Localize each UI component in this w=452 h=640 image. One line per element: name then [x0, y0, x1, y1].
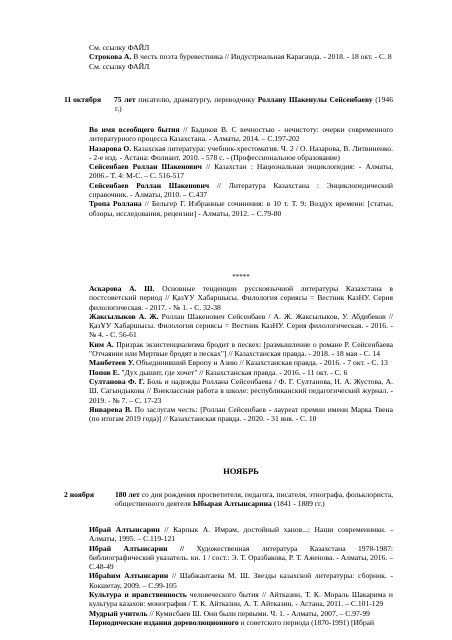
reference-item	[89, 525, 393, 544]
person-years: (1946 г.)	[115, 95, 393, 114]
ref-title: Ибрай Алтынсарин	[89, 525, 160, 534]
ref-details: и советского периода (1870-1991) [Ибрай	[238, 617, 375, 627]
ref-details: // Литература Казахстана : Энциклопедический справочник. - Алматы, 2010. – С.437	[89, 180, 393, 200]
anniversary-heading	[115, 490, 393, 509]
ref-author: Султанова Ф. Г.	[89, 376, 145, 386]
reference-list-1	[89, 125, 393, 218]
ref-details: Казахская литература: учебник-хрестоматия. Ч. 2 / О. Назарова, В. Литвиненко. - 2-е изд. - Астана: Фолиант, 2010. - 578 с. - (Профессиональное образование)	[89, 143, 394, 162]
ref-details: // Бельгер Г. Избранные сочинения: в 10 т. Т. 9: Воздух времени: [статьи, обзоры, исследования, рецензии] - Алматы, 2012. – С.79-80	[89, 199, 393, 218]
ref-author: Жаксылыков А. Ж.	[89, 311, 159, 321]
reference-item	[89, 544, 393, 572]
reference-item	[89, 199, 393, 218]
ref-title: Сейсенбаев Роллан Шакенович	[89, 180, 210, 190]
reference-item	[89, 609, 393, 618]
reference-item	[89, 368, 393, 377]
anniversary-text: писателю, драматургу, переводчику	[135, 95, 258, 104]
ref-details: Роллан Шакенович Сейсенбаев / А. Ж. Жаксылыков, У. Абдибеков // ҚазҰУ Хабаршысы. Филология сериясы = Вестник КазНУ. Серия филологическая. - 2016. - № 4. - С. 56-61	[89, 311, 393, 340]
ref-details: // Шабжантаева М. Ш. Звезды казахской литературы: сборник. - Кокшетау, 2009. – С.99-105	[89, 571, 393, 590]
ref-details: // Казахстан : Национальная энциклопедия: - Алматы, 2006.- Т. 4: М-С. – С. 516-517	[89, 162, 394, 181]
anniversary-years: 75 лет	[114, 95, 136, 104]
ref-details: По заслугам честь: [Роллан Сейсенбаев - лауреат премии имени Марка Твена (по итогам 2019 года)] // Казахстанская правда. - 2020. - 31 янв. - С. 10	[89, 404, 393, 424]
reference-item	[89, 618, 393, 627]
person-name: Ыбырая Алтынсарина	[192, 499, 272, 509]
top-references	[89, 43, 393, 71]
ref-details: Объединивший Европу и Азию // Казахстанская правда. - 2016. - 7 окт. - С. 13	[134, 358, 388, 368]
ref-author: Строкова А.	[89, 52, 132, 62]
ref-details: человеческого бытия // Айтказин, Т. К. Мораль Шакарима и культура казахов: монография / Т. К. Айтказин, А. Т. Айтказин. - Астана, 2011. – С.101-129	[89, 590, 393, 609]
section-separator: *****	[232, 273, 250, 281]
ref-title: Тропа Роллана	[89, 199, 142, 209]
entry-date: 11 октября	[64, 95, 102, 104]
ref-author: Ким А.	[89, 339, 114, 349]
ref-title: Сейсенбаев Роллан Шакенович	[89, 162, 202, 172]
reference-item	[89, 590, 393, 609]
ref-title: Назарова О.	[89, 143, 132, 153]
ref-title: Мудрый учитель	[89, 608, 148, 618]
reference-item	[89, 284, 393, 312]
file-link-2[interactable]: См. ссылку ФАЙЛ	[89, 61, 150, 71]
reference-item	[89, 377, 393, 405]
reference-item	[89, 358, 393, 367]
anniversary-years: 180 лет	[115, 490, 140, 499]
ref-details: Художественная литература Казахстана 1978-1987: библиографический указатель. кн. 1 / сост.: Э. Т. Оразбакова, Р. Т. Аженова. - Алматы, 2016. – С.48-49	[89, 543, 393, 572]
month-heading: НОЯБРЬ	[223, 466, 259, 476]
reference-item	[89, 162, 393, 181]
ref-title: Культура и нравственность	[89, 590, 187, 600]
reference-item	[89, 405, 393, 424]
person-years: (1841 - 1889 гг.)	[271, 499, 325, 509]
reference-item	[89, 571, 393, 590]
ref-details: // Карпык А. Имрам, достойный ханов...: Наши современники. - Алматы, 1995. – С.119-121	[89, 525, 393, 544]
ref-author: Попов Е.	[89, 367, 120, 377]
ref-details: // Кумисбаев Ш. Они были первыми. Ч. 1. - Алматы, 2007. – С.97-99	[147, 608, 370, 618]
ref-title: Во имя всеобщего бытия	[89, 125, 180, 134]
reference-item	[89, 181, 393, 200]
ref-author: Январева В.	[89, 404, 132, 414]
reference-item	[89, 125, 393, 144]
ref-author: Манбетеев У.	[89, 358, 135, 368]
ref-details: Боль и надежды Роллана Сейсенбаева / Ф. Г. Султанова, Н. А. Жустова, А. Ш. Сагындыкова // Внеклассная работа в школе: республиканский педагогический журнал. - 2019. - № 7. – С. 17-23	[89, 376, 393, 405]
reference-list-3	[89, 525, 393, 627]
reference-item	[89, 52, 393, 61]
ref-details: В честь поэта буревестника // Индустриальная Караганда. - 2018. - 18 окт. - С. 8	[131, 52, 392, 62]
reference-item	[89, 144, 393, 163]
anniversary-text: со дня рождения просветителя, педагога, писателя, этнографа, фольклориста, общественного деятеля	[115, 490, 394, 509]
ref-title: Ибраhим Алтынсарин	[89, 571, 169, 581]
file-link-1[interactable]: См. ссылку ФАЙЛ	[89, 43, 150, 52]
reference-item	[89, 312, 393, 340]
person-name: Роллану Шакенулы Сейсенбаеву	[257, 95, 373, 104]
ref-author: Аскарова А. Ш.	[89, 284, 155, 293]
ref-details: // Бадиков В. С вечностью - нечистоту: очерки современного литературного процесса Казахстана. - Алматы, 2014. – С.197-202	[89, 125, 393, 144]
entry-date: 2 ноября	[64, 490, 94, 499]
ref-details: Основные тенденции русскоязычной литературы Казахстана в постсоветский период // ҚазҰУ Хабаршысы. Филология сериясы = Вестник КазНУ. Серия филологическая. - 2017. - № 1. - С. 32-38	[89, 284, 393, 312]
reference-list-2	[89, 284, 393, 423]
ref-title: Ибрай Алтынсарин //	[89, 543, 185, 553]
reference-item	[89, 340, 393, 359]
ref-title: Периодические издания дореволюционного	[89, 617, 239, 627]
anniversary-heading	[115, 95, 393, 114]
ref-details: Призрак экзистенциализма бродит в пескех: [размышление о романе Р. Сейсенбаева "Отчаяние или Мертвые бродят в песках"] // Казахстанская правда. - 2018. - 18 мая - С. 14	[89, 339, 393, 359]
ref-details: "Дух дышит, где хочет" // Казахстанская правда. - 2016. - 11 окт. - С. 6	[119, 367, 348, 377]
